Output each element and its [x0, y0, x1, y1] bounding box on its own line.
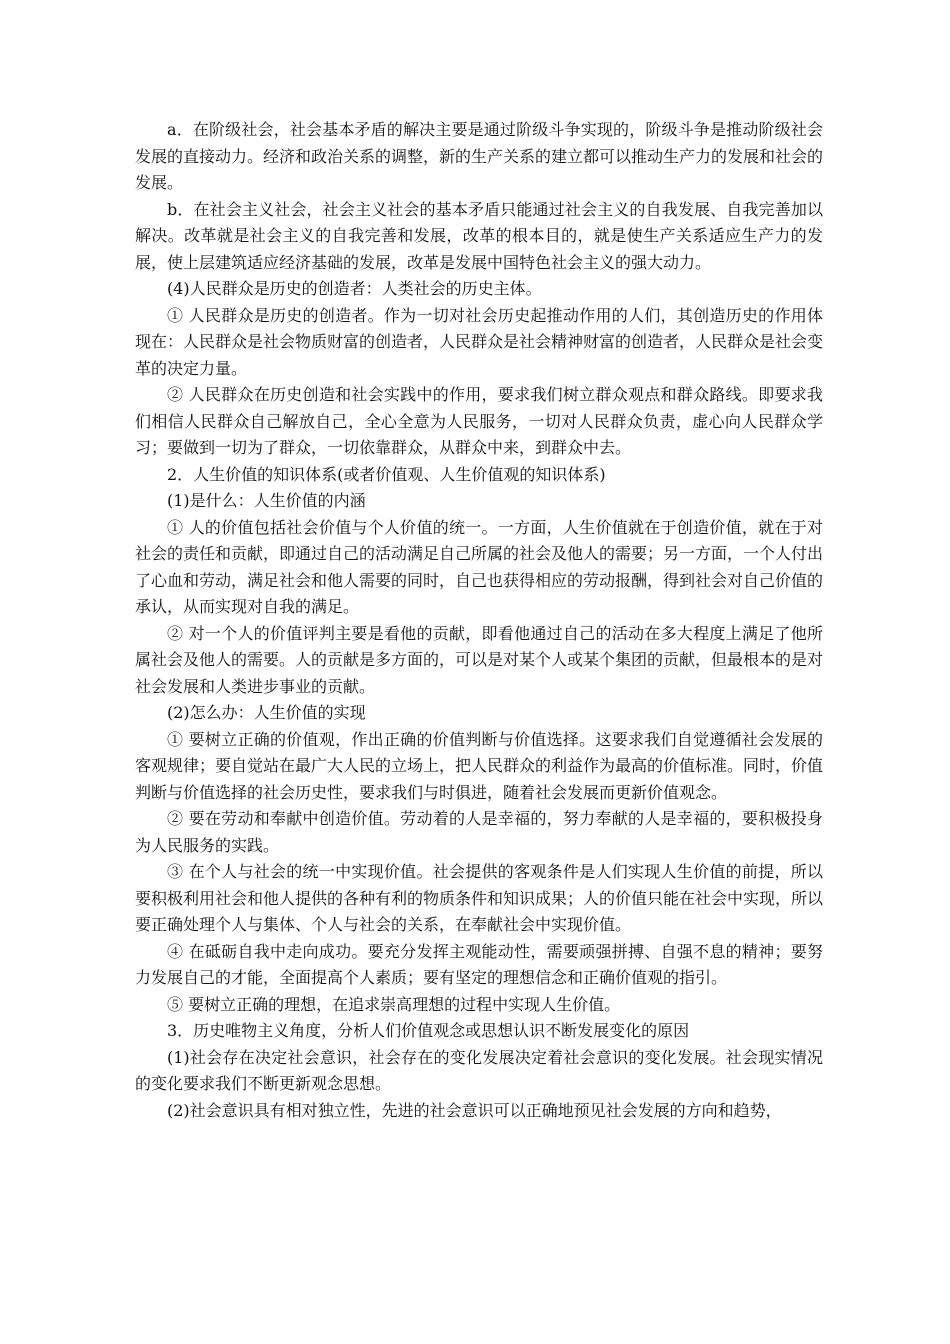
document-body	[135, 117, 823, 1124]
paragraph-value-1: ① 人的价值包括社会价值与个人价值的统一。一方面，人生价值就在于创造价值，就在于对社会的责任和贡献，即通过自己的活动满足自己所属的社会及他人的需要；另一方面，一个人付出了心血和劳动，满足社会和他人需要的同时，自己也获得相应的劳动报酬，得到社会对自己价值的承认，从而实现对自我的满足。	[135, 517, 824, 616]
subheading-life-value-meaning: (1)是什么：人生价值的内涵	[167, 491, 366, 510]
paragraph-people-1: ① 人民群众是历史的创造者。作为一切对社会历史起推动作用的人们，其创造历史的作用体现在：人民群众是社会物质财富的创造者，人民群众是社会精神财富的创造者，人民群众是社会变革的决定力量。	[135, 305, 824, 378]
paragraph-b-socialist-society: b．在社会主义社会，社会主义社会的基本矛盾只能通过社会主义的自我发展、自我完善加以解决。改革就是社会主义的自我完善和发展，改革的根本目的，就是使生产关系适应生产力的发展，使上层建筑适应经济基础的发展，改革是发展中国特色社会主义的强大动力。	[135, 199, 823, 272]
paragraph-value-2: ② 对一个人的价值评判主要是看他的贡献，即看他通过自己的活动在多大程度上满足了他所属社会及他人的需要。人的贡献是多方面的，可以是对某个人或某个集团的贡献，但最根本的是对社会发展和人类进步事业的贡献。	[135, 623, 824, 696]
paragraph-reason-1: (1)社会存在决定社会意识，社会存在的变化发展决定着社会意识的变化发展。社会现实情况的变化要求我们不断更新观念思想。	[135, 1047, 823, 1093]
paragraph-a-class-society: a．在阶级社会，社会基本矛盾的解决主要是通过阶级斗争实现的，阶级斗争是推动阶级社会发展的直接动力。经济和政治关系的调整，新的生产关系的建立都可以推动生产力的发展和社会的发展。	[135, 120, 824, 192]
paragraph-reason-2: (2)社会意识具有相对独立性，先进的社会意识可以正确地预见社会发展的方向和趋势，	[167, 1100, 782, 1120]
paragraph-realize-4: ④ 在砥砺自我中走向成功。要充分发挥主观能动性，需要顽强拼搏、自强不息的精神；要努力发展自己的才能，全面提高个人素质；要有坚定的理想信念和正确价值观的指引。	[135, 941, 823, 987]
paragraph-realize-1: ① 要树立正确的价值观，作出正确的价值判断与价值选择。这要求我们自觉遵循社会发展的客观规律；要自觉站在最广大人民的立场上，把人民群众的利益作为最高的价值标准。同时，价值判断与价值选择的社会历史性，要求我们与时俱进，随着社会发展而更新价值观念。	[135, 729, 824, 802]
heading-life-value-system: 2．人生价值的知识体系(或者价值观、人生价值观的知识体系)	[167, 464, 606, 484]
paragraph-realize-5: ⑤ 要树立正确的理想，在追求崇高理想的过程中实现人生价值。	[167, 994, 621, 1014]
paragraph-people-2: ② 人民群众在历史创造和社会实践中的作用，要求我们树立群众观点和群众路线。即要求我们相信人民群众自己解放自己，全心全意为人民服务，一切对人民群众负责，虚心向人民群众学习；要做到一切为了群众，一切依靠群众，从群众中来，到群众中去。	[135, 385, 823, 457]
subheading-life-value-realization: (2)怎么办：人生价值的实现	[167, 703, 366, 722]
paragraph-realize-3: ③ 在个人与社会的统一中实现价值。社会提供的客观条件是人们实现人生价值的前提，所以要积极利用社会和他人提供的各种有利的物质条件和知识成果；人的价值只能在社会中实现，所以要正确处理个人与集体、个人与社会的关系，在奉献社会中实现价值。	[135, 862, 824, 934]
heading-people-creators: (4)人民群众是历史的创造者：人类社会的历史主体。	[167, 279, 542, 298]
paragraph-realize-2: ② 要在劳动和奉献中创造价值。劳动着的人是幸福的，努力奉献的人是幸福的，要积极投身为人民服务的实践。	[135, 809, 823, 855]
heading-historical-materialism: 3．历史唯物主义角度，分析人们价值观念或思想认识不断发展变化的原因	[167, 1021, 690, 1040]
